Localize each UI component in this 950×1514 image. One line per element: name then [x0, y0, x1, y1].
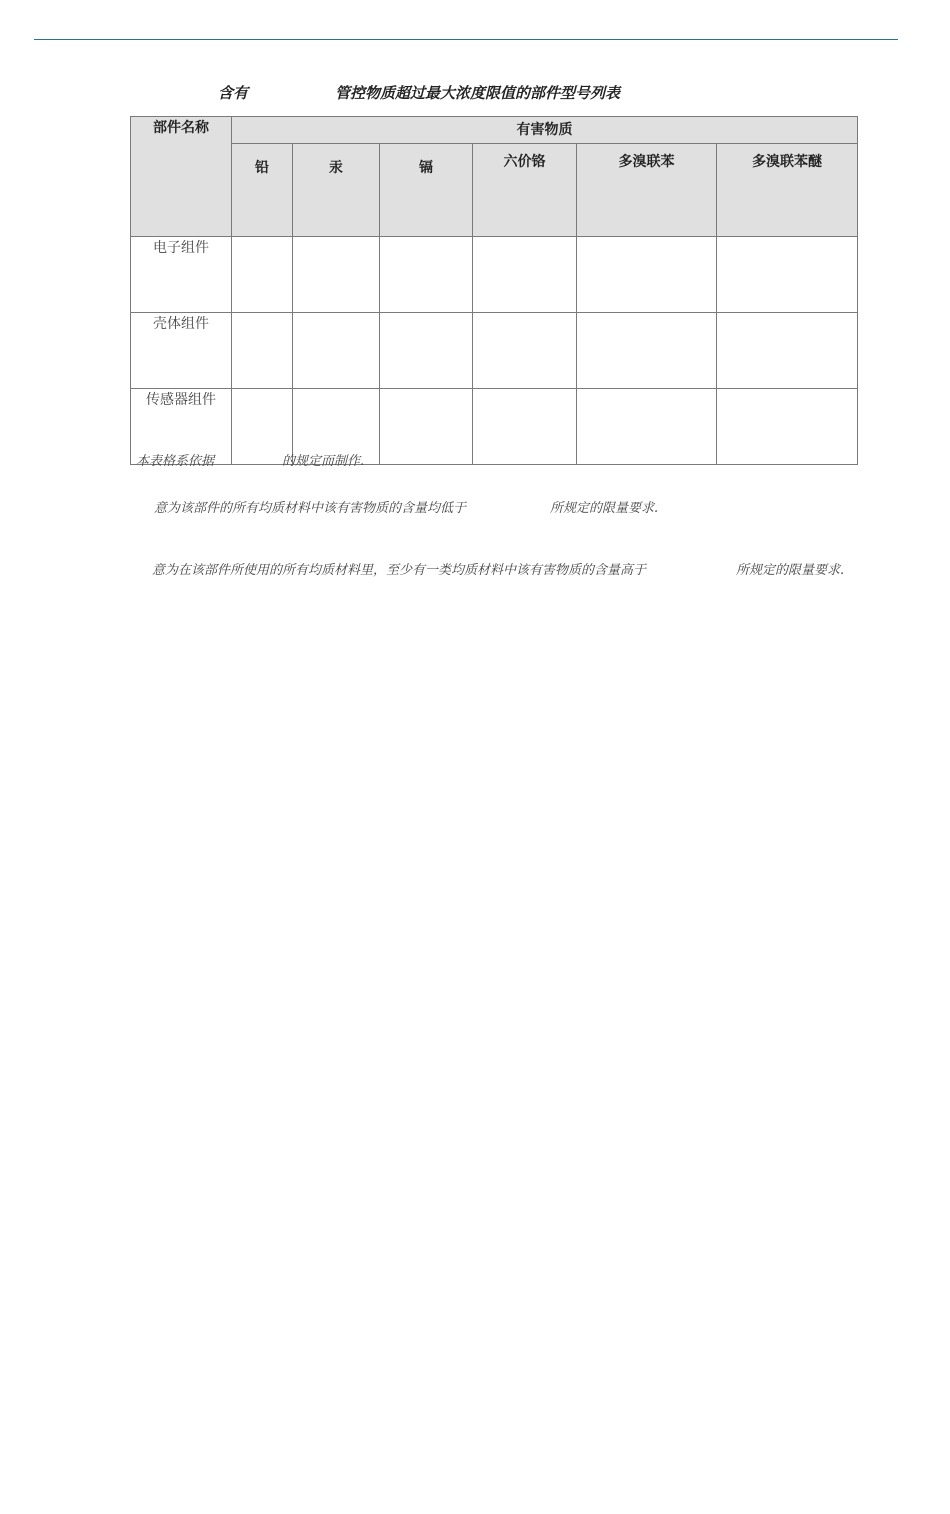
page-title: 管控物质超过最大浓度限值的部件型号列表 [335, 84, 621, 102]
table-cell [717, 313, 858, 389]
basis-note-prefix: 本表格系依据 [136, 454, 215, 469]
row-label-electronic-assembly: 电子组件 [131, 237, 232, 313]
hazardous-substance-table [130, 116, 858, 465]
hazardous-substance-header: 有害物质 [232, 117, 858, 144]
table-cell [473, 389, 577, 465]
above-limit-note-suffix: 所规定的限量要求. [736, 563, 845, 578]
substance-header-lead: 铅 [232, 144, 293, 237]
substance-header-cadmium: 镉 [380, 144, 473, 237]
page-title-prefix: 含有 [218, 84, 249, 102]
row-label-housing-assembly: 壳体组件 [131, 313, 232, 389]
table-cell [232, 313, 293, 389]
substance-header-pbb: 多溴联苯 [577, 144, 717, 237]
part-name-header: 部件名称 [131, 117, 232, 237]
table-cell [473, 313, 577, 389]
table-row [131, 313, 858, 389]
table-cell [473, 237, 577, 313]
header-rule [34, 39, 898, 40]
table-cell [380, 389, 473, 465]
table-row [131, 237, 858, 313]
table-cell [293, 313, 380, 389]
substance-header-mercury: 汞 [293, 144, 380, 237]
above-limit-note: 意为在该部件所使用的所有均质材料里，至少有一类均质材料中该有害物质的含量高于 [152, 563, 647, 578]
substance-header-hexavalent-chromium: 六价铬 [473, 144, 577, 237]
below-limit-note-suffix: 所规定的限量要求. [550, 501, 659, 516]
table-cell [717, 237, 858, 313]
table-cell [232, 237, 293, 313]
table-cell [380, 313, 473, 389]
table-row [131, 389, 858, 465]
substance-header-pbde: 多溴联苯醚 [717, 144, 858, 237]
table-cell [577, 313, 717, 389]
basis-note-suffix: 的规定而制作. [282, 454, 365, 469]
table-cell [717, 389, 858, 465]
row-label-sensor-assembly: 传感器组件 [131, 389, 232, 465]
table-cell [577, 389, 717, 465]
below-limit-note: 意为该部件的所有均质材料中该有害物质的含量均低于 [154, 501, 467, 516]
table-cell [380, 237, 473, 313]
table-cell [577, 237, 717, 313]
table-cell [293, 237, 380, 313]
